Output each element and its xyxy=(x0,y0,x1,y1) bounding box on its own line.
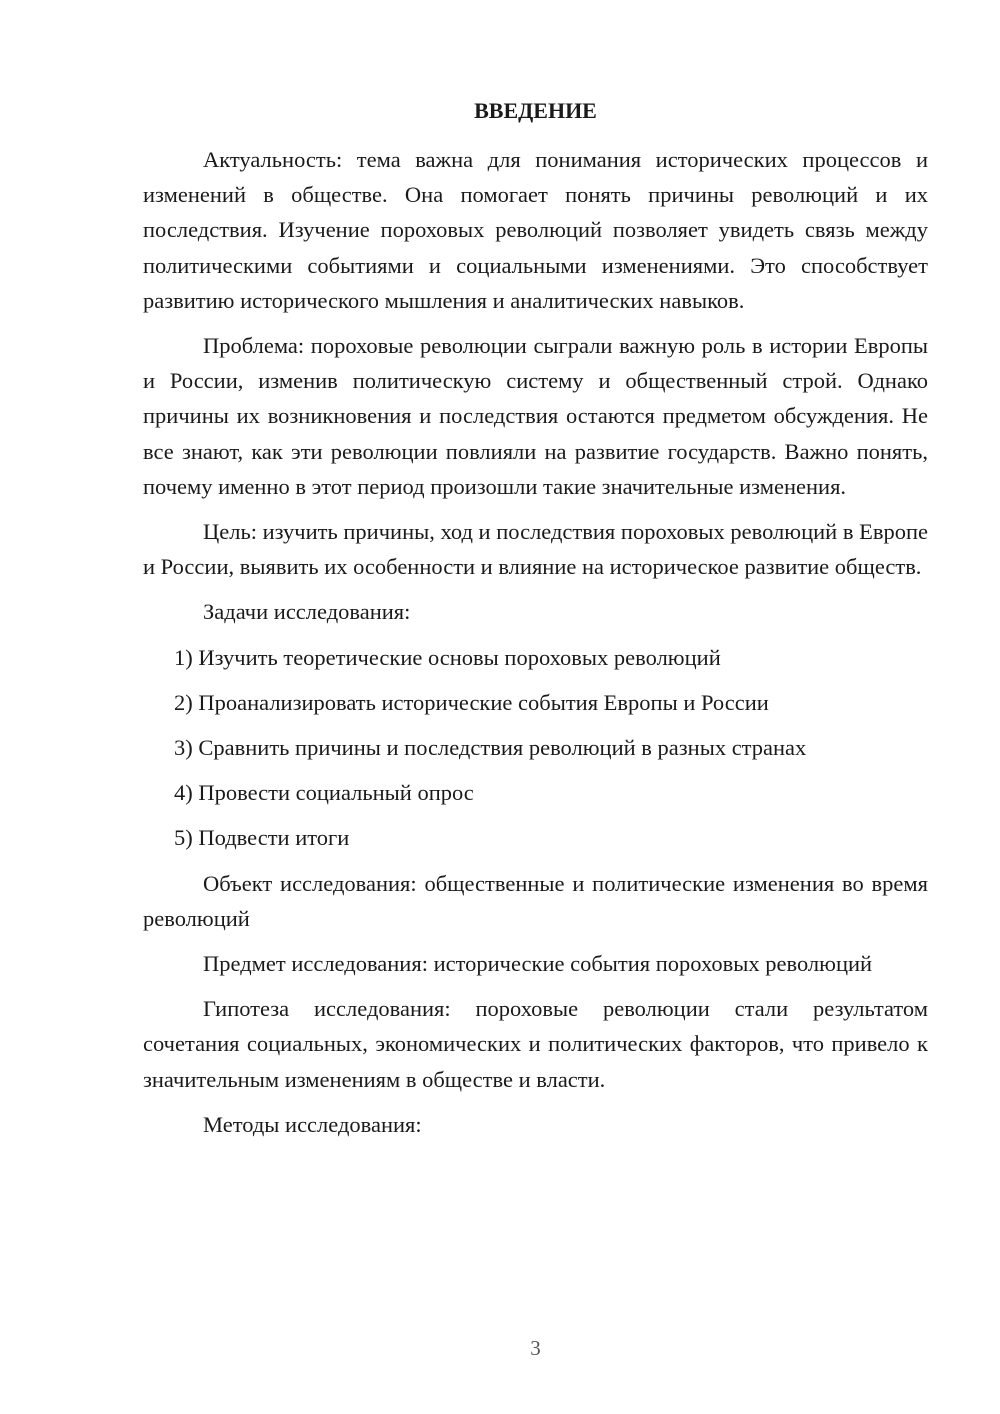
page-number: 3 xyxy=(530,1336,541,1360)
goal-paragraph: Цель: изучить причины, ход и последствия пороховых революций в Европе и России, выявить их особенности и влияние на историческое развитие обществ. xyxy=(143,519,928,580)
document-body xyxy=(143,142,928,1152)
task-item: 1) Изучить теоретические основы пороховых революций xyxy=(174,644,721,670)
task-item: 5) Подвести итоги xyxy=(174,825,350,851)
methods-heading: Методы исследования: xyxy=(203,1111,422,1137)
hypothesis-paragraph: Гипотеза исследования: пороховые революции стали результатом сочетания социальных, экономических и политических факторов, что привело к значительным изменениям в обществе и власти. xyxy=(143,996,928,1092)
task-item: 2) Проанализировать исторические события Европы и России xyxy=(174,689,769,715)
page-title: ВВЕДЕНИЕ xyxy=(474,98,597,123)
subject-paragraph: Предмет исследования: исторические события пороховых революций xyxy=(203,951,873,977)
object-paragraph: Объект исследования: общественные и политические изменения во время революций xyxy=(143,870,928,931)
relevance-paragraph: Актуальность: тема важна для понимания исторических процессов и изменений в обществе. Она помогает понять причины революций и их последствия. Изучение пороховых революций позволяет увидеть связь между политическими событиями и социальными изменениями. Это способствует развитию исторического мышления и аналитических навыков. xyxy=(143,147,928,313)
tasks-list xyxy=(143,640,928,856)
tasks-heading: Задачи исследования: xyxy=(203,599,411,625)
document-page xyxy=(143,0,928,1414)
problem-paragraph: Проблема: пороховые революции сыграли важную роль в истории Европы и России, изменив политическую систему и общественный строй. Однако причины их возникновения и последствия остаются предметом обсуждения. Не все знают, как эти революции повлияли на развитие государств. Важно понять, почему именно в этот период произошли такие значительные изменения. xyxy=(143,333,928,499)
task-item: 4) Провести социальный опрос xyxy=(174,780,474,806)
task-item: 3) Сравнить причины и последствия революций в разных странах xyxy=(174,735,807,761)
